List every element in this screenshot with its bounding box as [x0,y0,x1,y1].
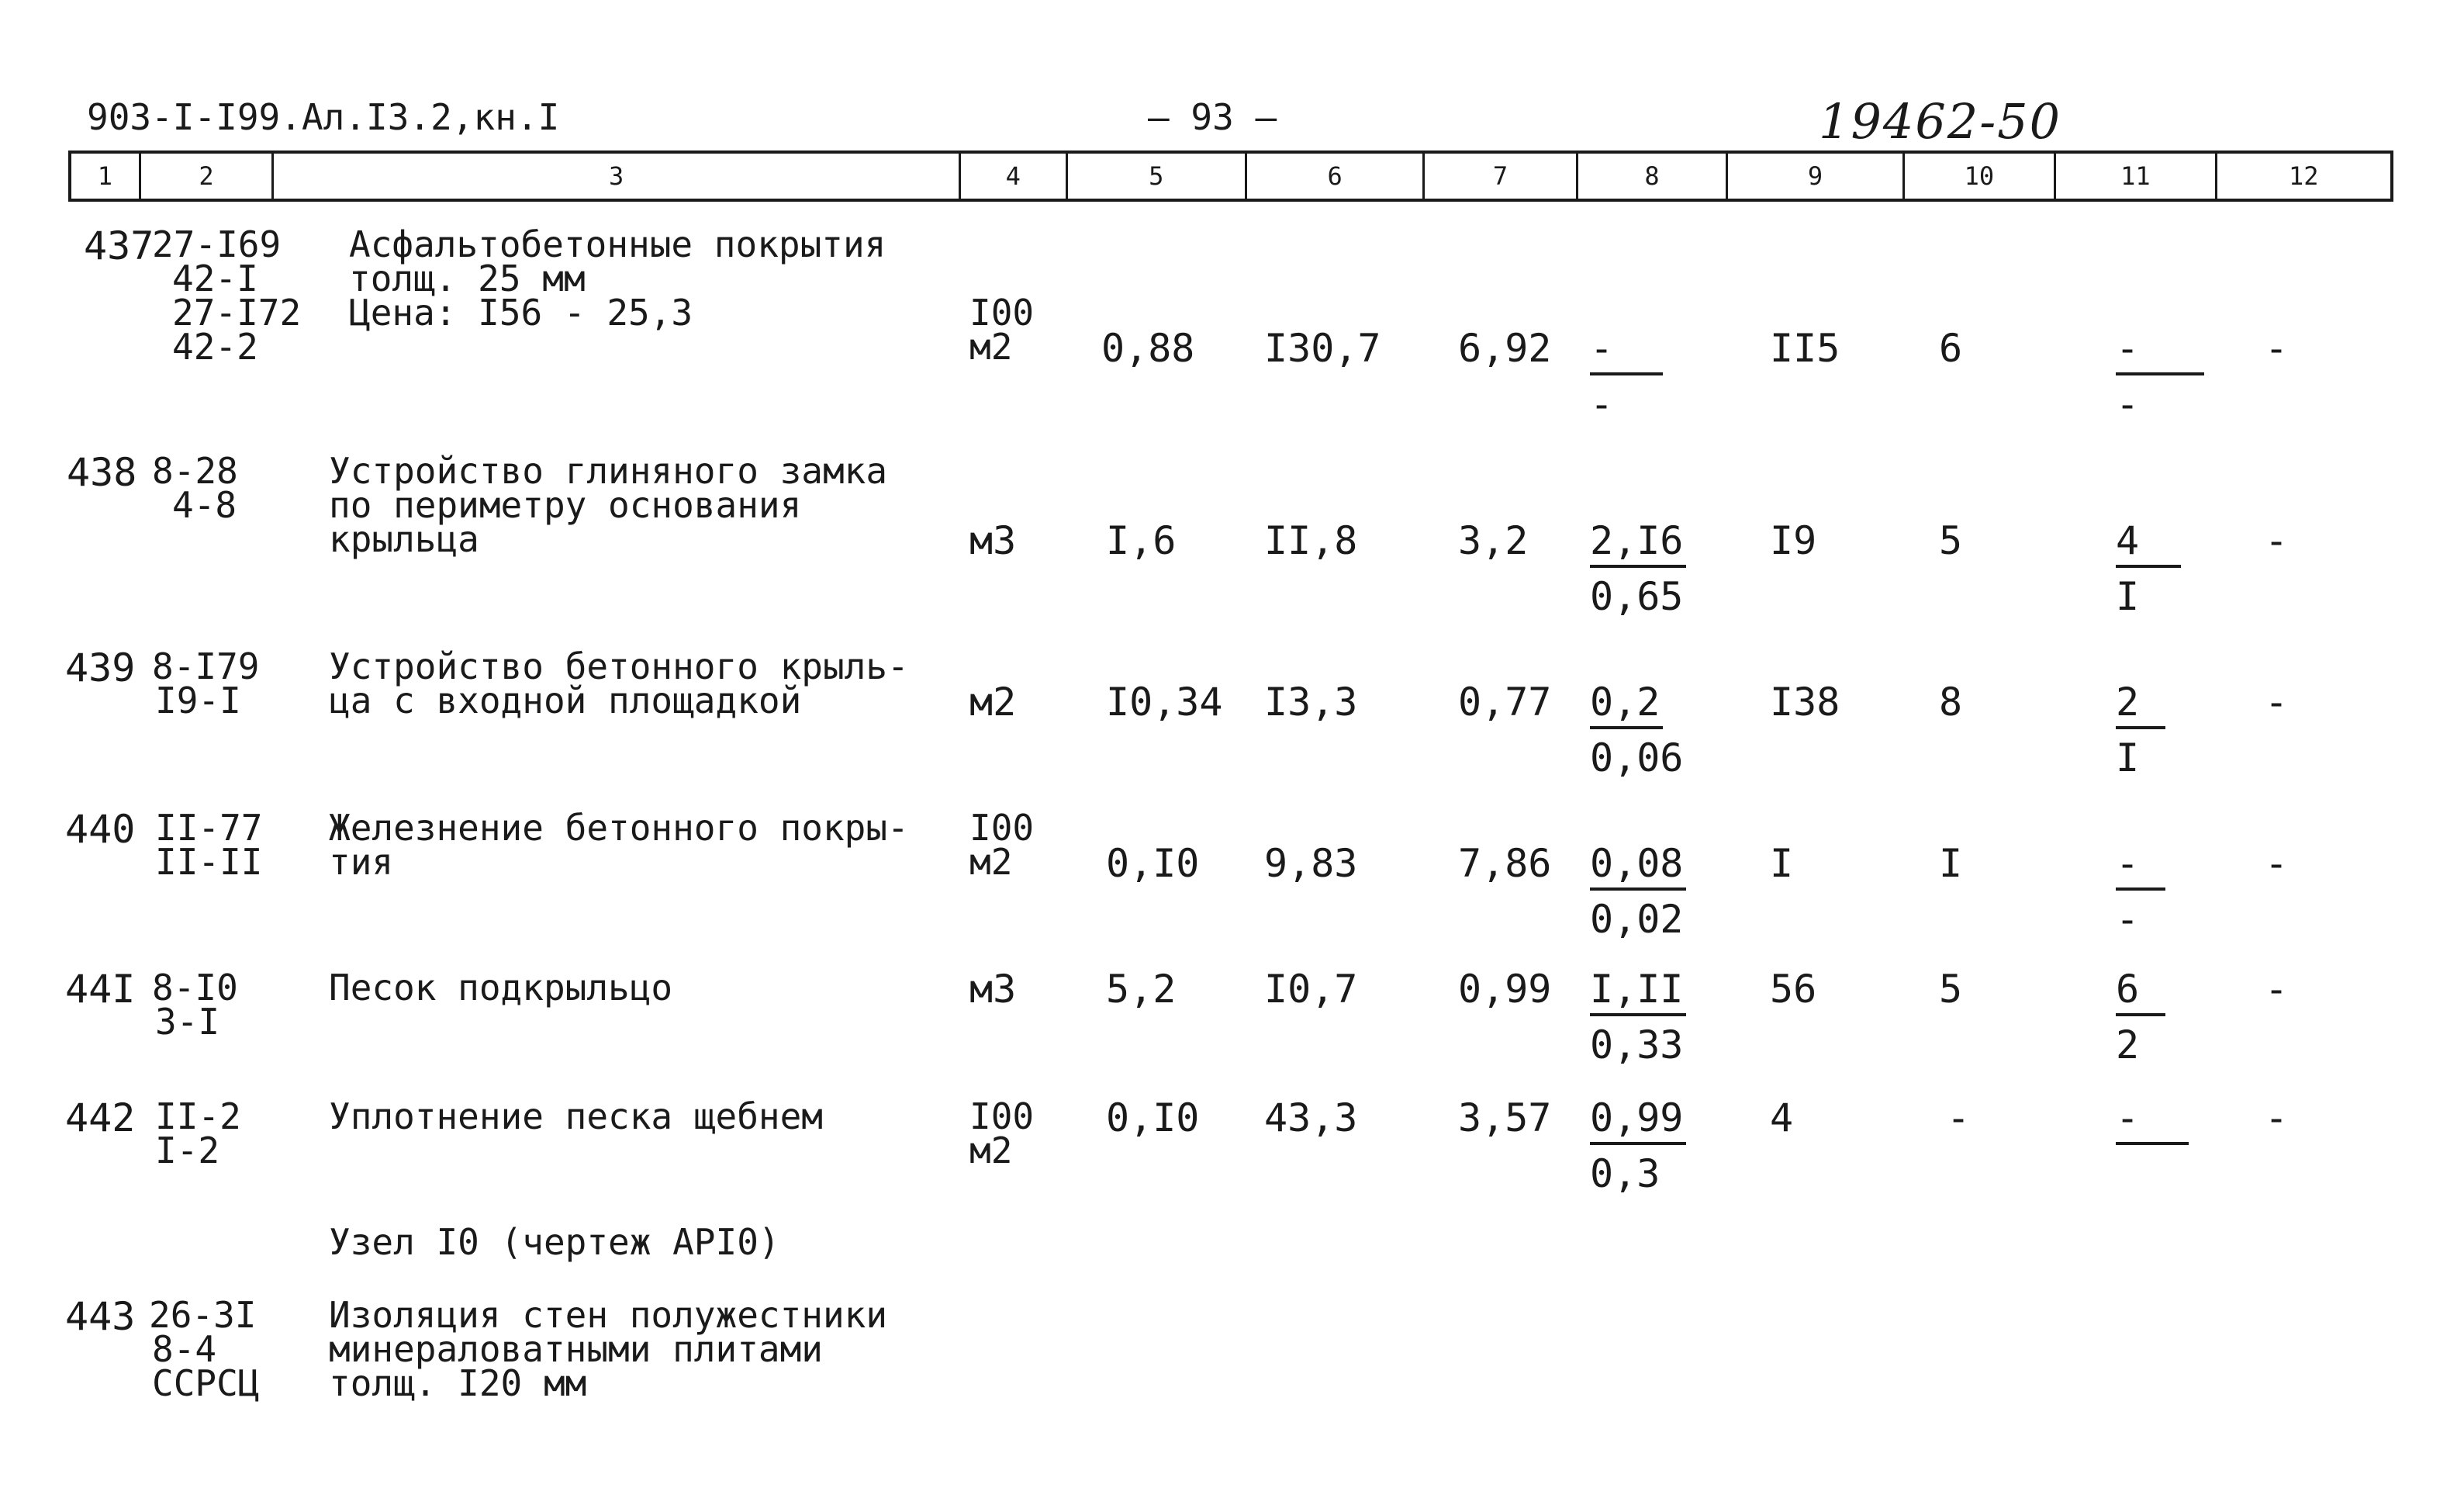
column-11-fraction [2116,841,2165,942]
column-10-value: I [1939,841,1963,886]
work-description: минераловатными плитами [329,1328,823,1370]
column-11-fraction [2116,967,2165,1067]
work-description: Цена: I56 - 25,3 [349,292,693,334]
norm-code: 27-I72 [172,292,302,334]
quantity: 0,I0 [1106,1095,1200,1140]
column-8-top: 0,2 [1590,683,1663,729]
column-header: 1 [71,154,141,199]
norm-code: II-77 [155,807,263,849]
column-8-fraction [1590,1095,1686,1196]
column-11-fraction [2116,518,2181,619]
quantity: 0,88 [1101,326,1195,371]
total-cost: 6,92 [1458,326,1552,371]
column-9-value: 56 [1770,967,1817,1012]
column-8-top: 0,08 [1590,844,1686,891]
column-header: 7 [1425,154,1578,199]
column-header: 8 [1578,154,1728,199]
column-header: 11 [2056,154,2217,199]
page-number: — 93 — [1148,96,1277,138]
row-number: 439 [65,645,136,690]
column-12-value: - [2265,967,2289,1012]
unit-cost: I30,7 [1264,326,1381,371]
column-12-value: - [2265,841,2289,886]
column-9-value: II5 [1770,326,1840,371]
norm-code: 4-8 [172,484,237,526]
column-header: 9 [1728,154,1904,199]
column-11-fraction [2116,680,2165,780]
column-8-fraction [1590,680,1684,780]
column-10-value: 5 [1939,967,1963,1012]
norm-code: I9-I [155,680,241,721]
norm-code: 42-2 [172,326,258,368]
unit: м2 [969,1130,1013,1171]
column-11-fraction [2116,326,2204,427]
work-description: Устройство глиняного замка [329,450,888,492]
norm-code: 26-3I [149,1294,257,1336]
column-11-bottom: I [2116,735,2140,780]
norm-code: II-II [155,841,263,883]
total-cost: 3,57 [1458,1095,1552,1140]
work-description: Устройство бетонного крыль- [329,645,909,687]
column-header: 10 [1905,154,2056,199]
column-header-row [68,151,2393,202]
column-11-bottom: - [2116,897,2140,942]
column-header: 4 [961,154,1068,199]
work-description: толщ. 25 мм [349,258,586,299]
column-10-value: 5 [1939,518,1963,563]
column-11-top: 2 [2116,683,2165,729]
section-title: Узел I0 (чертеж АРI0) [329,1221,780,1263]
row-number: 437 [84,223,154,268]
work-description: крыльца [329,518,479,560]
unit: м3 [969,518,1017,563]
column-8-top: 0,99 [1590,1099,1686,1145]
column-8-top: I,II [1590,970,1686,1016]
norm-code: I-2 [155,1130,220,1171]
column-9-value: I38 [1770,680,1840,725]
column-header: 3 [274,154,961,199]
row-number: 44I [65,967,136,1012]
column-8-fraction [1590,967,1686,1067]
row-number: 443 [65,1294,136,1339]
column-11-top: 6 [2116,970,2165,1016]
norm-code: II-2 [155,1095,241,1137]
column-11-top: - [2116,329,2204,375]
column-10-value: - [1947,1095,1971,1140]
row-number: 440 [65,807,136,852]
work-description: Уплотнение песка щебнем [329,1095,823,1137]
unit-cost: 43,3 [1264,1095,1358,1140]
total-cost: 7,86 [1458,841,1552,886]
column-11-fraction [2116,1095,2189,1154]
unit: м2 [969,326,1013,368]
work-description: толщ. I20 мм [329,1362,587,1404]
norm-code: 3-I [155,1001,220,1043]
quantity: 5,2 [1106,967,1177,1012]
column-11-top: - [2116,1099,2189,1145]
work-description: тия [329,841,394,883]
column-8-fraction [1590,518,1686,619]
work-description: Железнение бетонного покры- [329,807,909,849]
quantity: I,6 [1106,518,1177,563]
column-8-bottom: 0,65 [1590,574,1684,619]
unit: I00 [969,1095,1035,1137]
work-description: Песок подкрыльцо [329,967,673,1009]
column-11-bottom: 2 [2116,1022,2140,1067]
norm-code: 27-I69 [152,223,282,265]
column-header: 2 [141,154,275,199]
column-9-value: I9 [1770,518,1817,563]
total-cost: 0,99 [1458,967,1552,1012]
column-10-value: 8 [1939,680,1963,725]
column-10-value: 6 [1939,326,1963,371]
norm-code: 8-I0 [152,967,238,1009]
norm-code: ССРСЦ [152,1362,260,1404]
work-description: Асфальтобетонные покрытия [349,223,886,265]
total-cost: 3,2 [1458,518,1529,563]
column-12-value: - [2265,1095,2289,1140]
column-8-bottom: - [1590,382,1614,427]
unit-cost: I3,3 [1264,680,1358,725]
unit-cost: I0,7 [1264,967,1358,1012]
column-11-bottom: - [2116,382,2140,427]
quantity: 0,I0 [1106,841,1200,886]
row-number: 442 [65,1095,136,1140]
column-12-value: - [2265,518,2289,563]
column-header: 6 [1247,154,1425,199]
column-header: 12 [2289,161,2319,191]
column-8-bottom: 0,06 [1590,735,1684,780]
column-8-bottom: 0,02 [1590,897,1684,942]
column-8-top: 2,I6 [1590,521,1686,568]
handwritten-stamp: 19462-50 [1819,93,2062,150]
norm-code: 8-4 [152,1328,217,1370]
quantity: I0,34 [1106,680,1223,725]
unit: м3 [969,967,1017,1012]
column-8-bottom: 0,33 [1590,1022,1684,1067]
unit: I00 [969,292,1035,334]
unit: м2 [969,841,1013,883]
norm-code: 8-I79 [152,645,260,687]
column-8-fraction [1590,326,1663,427]
document-code: 903-I-I99.Ал.I3.2,кн.I [87,96,560,138]
norm-code: 8-28 [152,450,238,492]
unit: I00 [969,807,1035,849]
column-8-bottom: 0,3 [1590,1151,1661,1196]
column-8-top: - [1590,329,1663,375]
unit-cost: II,8 [1264,518,1358,563]
column-12-value: - [2265,326,2289,371]
column-header: 5 [1068,154,1247,199]
column-9-value: I [1770,841,1794,886]
unit: м2 [969,680,1017,725]
total-cost: 0,77 [1458,680,1552,725]
work-description: ца с входной площадкой [329,680,802,721]
work-description: по периметру основания [329,484,802,526]
column-12-value: - [2265,680,2289,725]
column-8-fraction [1590,841,1686,942]
norm-code: 42-I [172,258,258,299]
column-9-value: 4 [1770,1095,1794,1140]
column-11-top: 4 [2116,521,2181,568]
unit-cost: 9,83 [1264,841,1358,886]
work-description: Изоляция стен полужестники [329,1294,888,1336]
column-11-bottom: I [2116,574,2140,619]
row-number: 438 [67,450,137,495]
column-11-top: - [2116,844,2165,891]
